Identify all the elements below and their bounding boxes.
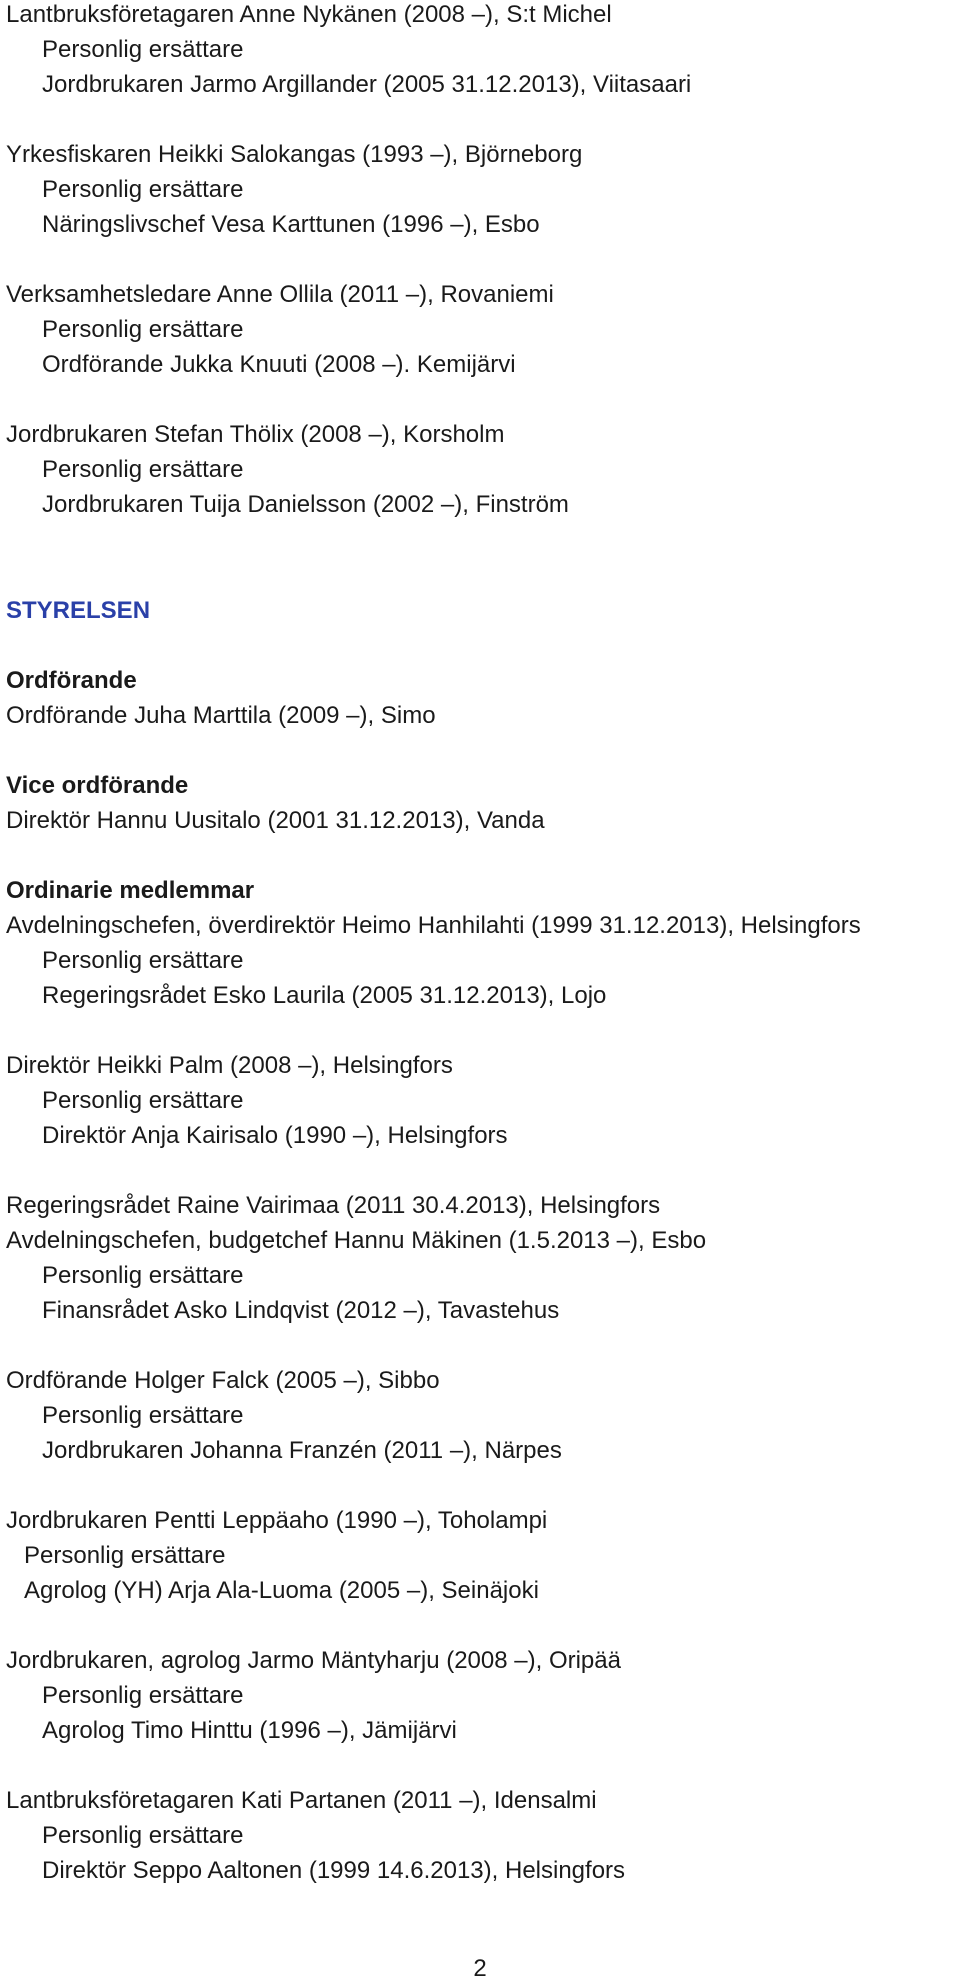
member-line: Verksamhetsledare Anne Ollila (2011 –), Rovaniemi [6,281,554,308]
section-title: STYRELSEN [6,597,151,624]
member-line: Avdelningschefen, överdirektör Heimo Hanhilahti (1999 31.12.2013), Helsingfors [6,912,861,939]
page-number: 2 [473,1955,487,1982]
deputy-line: Direktör Anja Kairisalo (1990 –), Helsingfors [42,1122,508,1149]
deputy-label: Personlig ersättare [24,1542,226,1569]
deputy-line: Finansrådet Asko Lindqvist (2012 –), Tavastehus [42,1297,560,1324]
deputy-label: Personlig ersättare [42,1262,244,1289]
deputy-line: Jordbrukaren Johanna Franzén (2011 –), Närpes [42,1437,562,1464]
vice-chair-heading: Vice ordförande [6,772,189,799]
deputy-line: Regeringsrådet Esko Laurila (2005 31.12.2013), Lojo [42,982,607,1009]
deputy-label: Personlig ersättare [42,456,244,483]
deputy-label: Personlig ersättare [42,947,244,974]
member-line: Avdelningschefen, budgetchef Hannu Mäkinen (1.5.2013 –), Esbo [6,1227,707,1254]
chair-line: Ordförande Juha Marttila (2009 –), Simo [6,702,436,729]
vice-chair-line: Direktör Hannu Uusitalo (2001 31.12.2013), Vanda [6,807,545,834]
deputy-label: Personlig ersättare [42,36,244,63]
member-line: Ordförande Holger Falck (2005 –), Sibbo [6,1367,440,1394]
members-heading: Ordinarie medlemmar [6,877,255,904]
deputy-label: Personlig ersättare [42,1822,244,1849]
member-line: Jordbrukaren Pentti Leppäaho (1990 –), Toholampi [6,1507,548,1534]
deputy-line: Näringslivschef Vesa Karttunen (1996 –), Esbo [42,211,540,238]
deputy-line: Agrolog (YH) Arja Ala-Luoma (2005 –), Seinäjoki [24,1577,539,1604]
deputy-label: Personlig ersättare [42,1087,244,1114]
deputy-line: Direktör Seppo Aaltonen (1999 14.6.2013), Helsingfors [42,1857,626,1884]
member-line: Yrkesfiskaren Heikki Salokangas (1993 –), Björneborg [6,141,583,168]
deputy-line: Jordbrukaren Tuija Danielsson (2002 –), Finström [42,491,569,518]
deputy-label: Personlig ersättare [42,1402,244,1429]
member-line: Lantbruksföretagaren Anne Nykänen (2008 –), S:t Michel [6,1,612,28]
deputy-line: Agrolog Timo Hinttu (1996 –), Jämijärvi [42,1717,457,1744]
deputy-label: Personlig ersättare [42,176,244,203]
deputy-line: Ordförande Jukka Knuuti (2008 –). Kemijärvi [42,351,516,378]
deputy-label: Personlig ersättare [42,1682,244,1709]
member-line: Jordbrukaren, agrolog Jarmo Mäntyharju (2008 –), Oripää [6,1647,621,1674]
chair-heading: Ordförande [6,667,137,694]
deputy-line: Jordbrukaren Jarmo Argillander (2005 31.12.2013), Viitasaari [42,71,692,98]
member-line: Regeringsrådet Raine Vairimaa (2011 30.4.2013), Helsingfors [6,1192,661,1219]
member-line: Jordbrukaren Stefan Thölix (2008 –), Korsholm [6,421,505,448]
deputy-label: Personlig ersättare [42,316,244,343]
member-line: Direktör Heikki Palm (2008 –), Helsingfors [6,1052,453,1079]
member-line: Lantbruksföretagaren Kati Partanen (2011 –), Idensalmi [6,1787,597,1814]
